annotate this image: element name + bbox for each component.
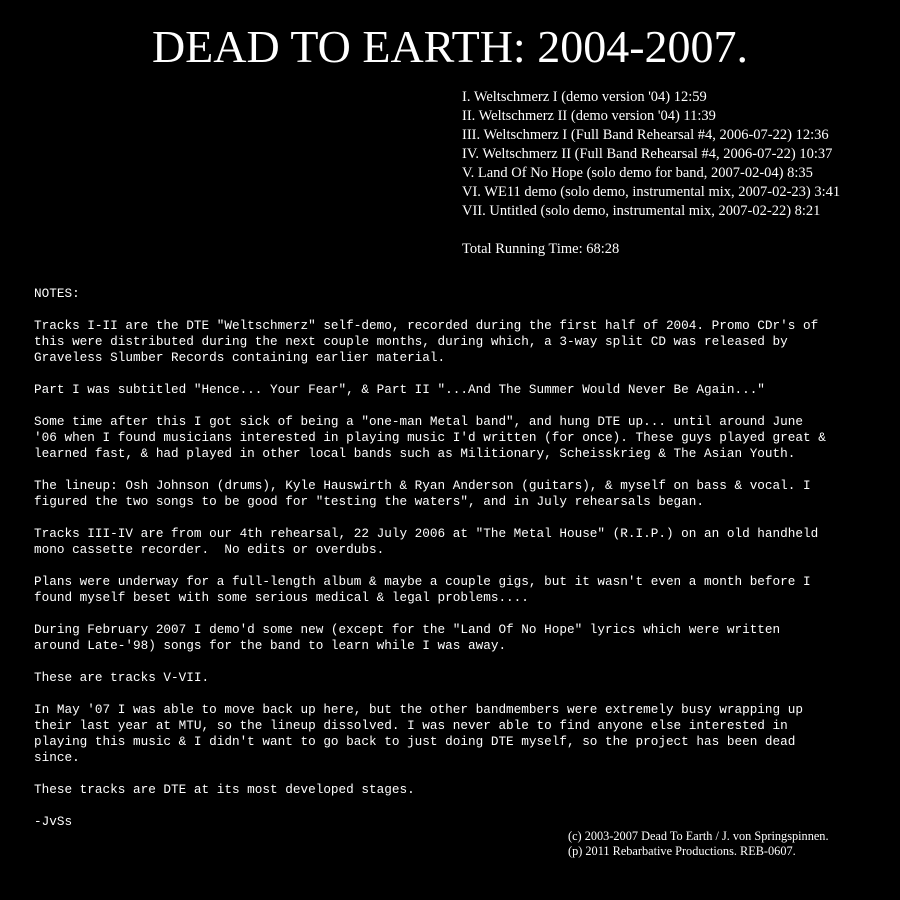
notes-heading: NOTES: xyxy=(34,286,80,301)
track-item: VI. WE11 demo (solo demo, instrumental mix, 2007-02-23) 3:41 xyxy=(462,184,841,200)
track-item: IV. Weltschmerz II (Full Band Rehearsal #4, 2006-07-22) 10:37 xyxy=(462,146,833,162)
notes-paragraph: Tracks III-IV are from our 4th rehearsal, 22 July 2006 at "The Metal House" (R.I.P.) on an old handheld mono cassette recorder. No edits or overdubs. xyxy=(34,526,819,557)
notes-signature: -JvSs xyxy=(34,814,73,829)
track-item: I. Weltschmerz I (demo version '04) 12:59 xyxy=(462,89,707,105)
notes-paragraph: Plans were underway for a full-length album & maybe a couple gigs, but it wasn't even a month before I found myself beset with some serious medical & legal problems.... xyxy=(34,574,811,605)
track-list xyxy=(462,88,840,259)
track-item: III. Weltschmerz I (Full Band Rehearsal #4, 2006-07-22) 12:36 xyxy=(462,127,829,143)
phonogram-line: (p) 2011 Rebarbative Productions. REB-0607. xyxy=(568,844,796,858)
notes-paragraph: These are tracks V-VII. xyxy=(34,670,210,685)
notes-paragraph: The lineup: Osh Johnson (drums), Kyle Hauswirth & Ryan Anderson (guitars), & myself on bass & vocal. I figured the two songs to be good for "testing the waters", and in July rehearsals began. xyxy=(34,478,811,509)
total-running-time: Total Running Time: 68:28 xyxy=(462,241,620,257)
notes-paragraph: Some time after this I got sick of being a "one-man Metal band", and hung DTE up... until around June '06 when I found musicians interested in playing music I'd written (for once). These guys played great & learned fast, & had played in other local bands such as Militionary, Scheisskrieg & The Asian Youth. xyxy=(34,414,826,461)
notes-paragraph: During February 2007 I demo'd some new (except for the "Land Of No Hope" lyrics which were written around Late-'98) songs for the band to learn while I was away. xyxy=(34,622,781,653)
credits-footer xyxy=(568,829,829,859)
notes-paragraph: In May '07 I was able to move back up here, but the other bandmembers were extremely busy wrapping up their last year at MTU, so the lineup dissolved. I was never able to find anyone else interested in playing this music & I didn't want to go back to just doing DTE myself, so the project has been dead since. xyxy=(34,702,803,765)
track-item: V. Land Of No Hope (solo demo for band, 2007-02-04) 8:35 xyxy=(462,165,813,181)
track-item: VII. Untitled (solo demo, instrumental mix, 2007-02-22) 8:21 xyxy=(462,203,821,219)
notes-paragraph: Part I was subtitled "Hence... Your Fear", & Part II "...And The Summer Would Never Be Again..." xyxy=(34,382,765,397)
notes-paragraph: Tracks I-II are the DTE "Weltschmerz" self-demo, recorded during the first half of 2004. Promo CDr's of this were distributed during the next couple months, during which, a 3-way split CD was released by Graveless Slumber Records containing earlier material. xyxy=(34,318,819,365)
album-title: DEAD TO EARTH: 2004-2007. xyxy=(151,21,749,72)
copyright-line: (c) 2003-2007 Dead To Earth / J. von Springspinnen. xyxy=(568,829,829,843)
notes-paragraph: These tracks are DTE at its most developed stages. xyxy=(34,782,415,797)
liner-notes xyxy=(34,286,874,846)
track-item: II. Weltschmerz II (demo version '04) 11:39 xyxy=(462,108,716,124)
